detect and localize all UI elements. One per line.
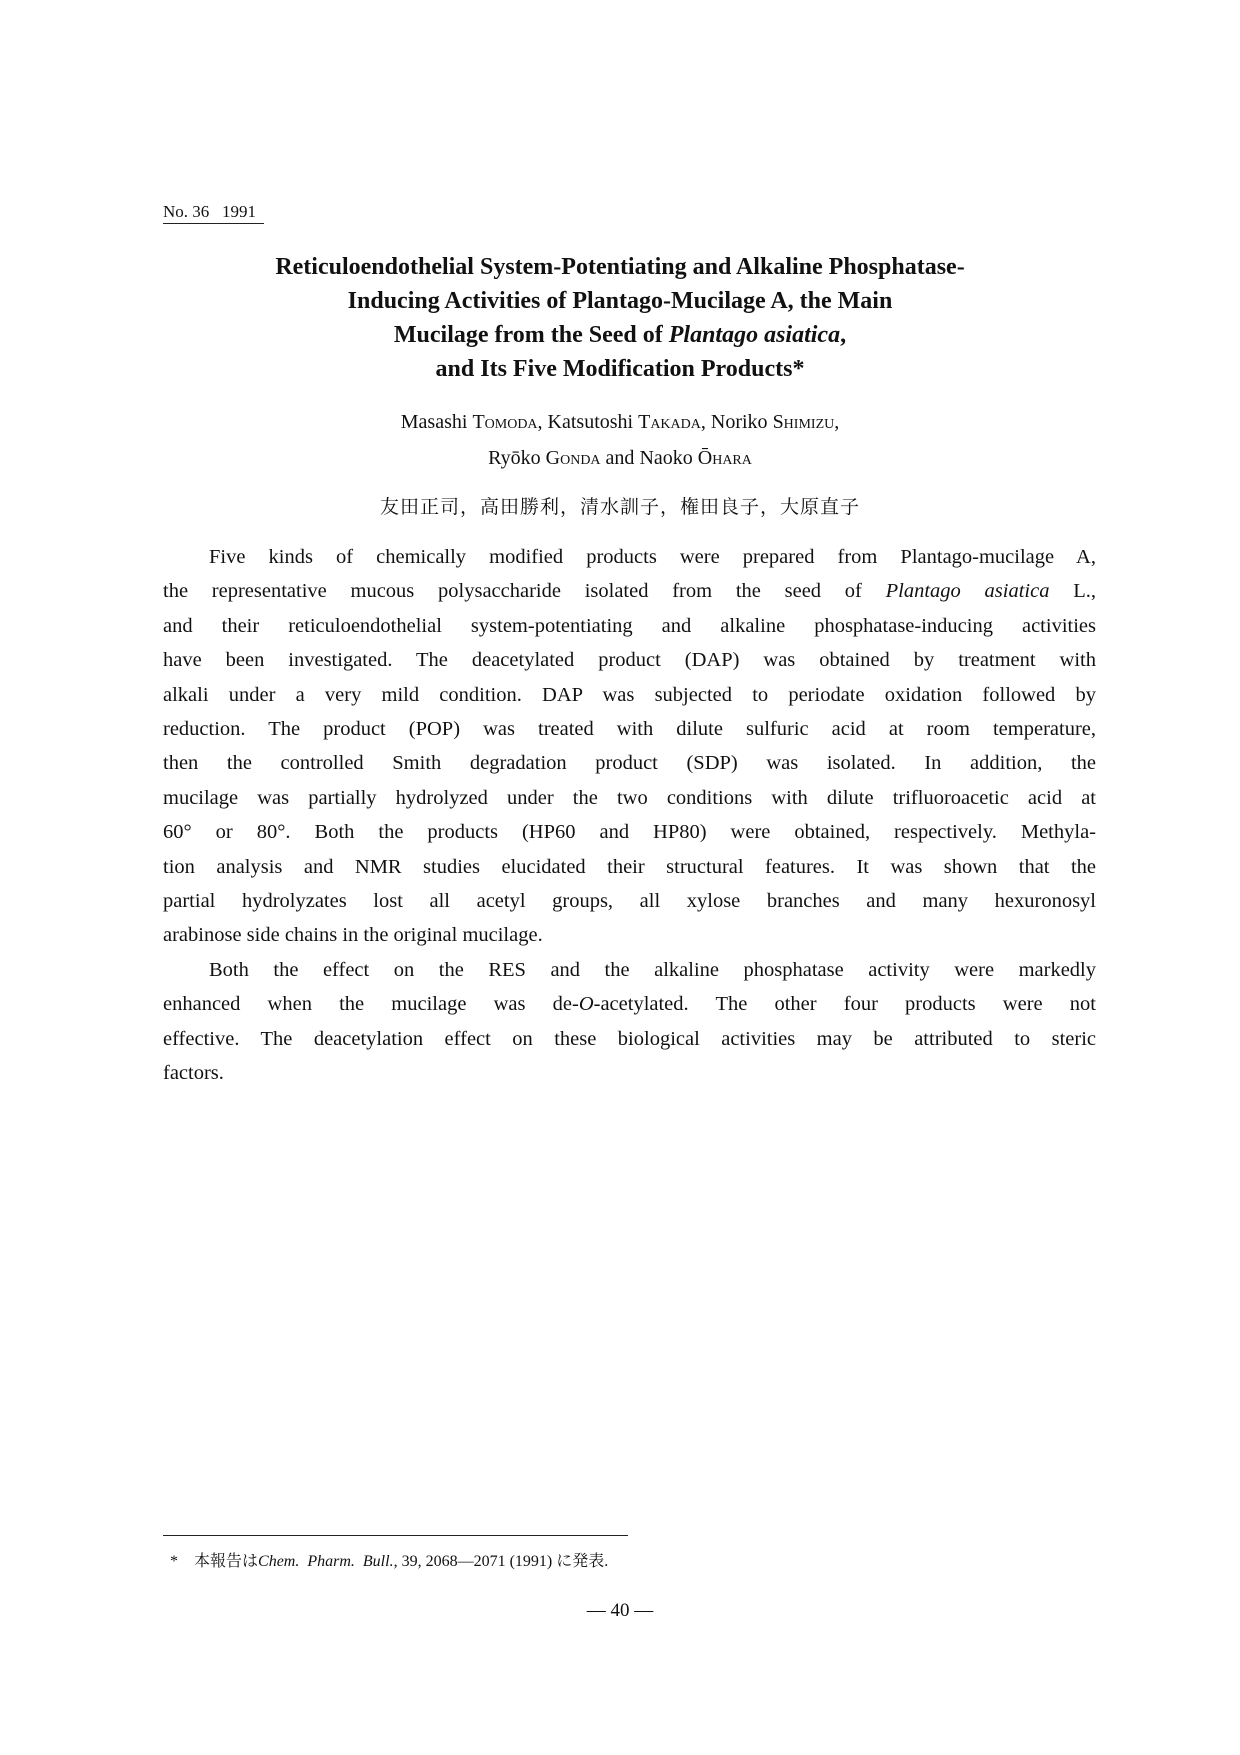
text-line: Both the effect on the RES and the alkaline phosphatase activity were markedly xyxy=(209,958,1096,981)
author-given: Noriko xyxy=(710,411,768,433)
footnote-rule xyxy=(163,1535,628,1536)
author-given: Ryōko xyxy=(488,447,541,469)
author-family: Shimizu xyxy=(772,411,835,433)
title-text: , xyxy=(840,322,847,348)
text-line: then the controlled Smith degradation product (SDP) was isolated. In addition, the xyxy=(163,752,1096,775)
author-given: Katsutoshi xyxy=(547,411,634,433)
author-family: Tomoda xyxy=(472,411,538,433)
text-line xyxy=(163,987,1096,1021)
text-line: 60° or 80°. Both the products (HP60 and HP80) were obtained, respectively. Methyla- xyxy=(163,821,1096,844)
text-line: effective. The deacetylation effect on these biological activities may be attributed to steric xyxy=(163,1027,1096,1050)
text-line: mucilage was partially hydrolyzed under the two conditions with dilute trifluoroacetic acid at xyxy=(163,786,1096,809)
text-line: factors. xyxy=(163,1062,224,1085)
author-given: Masashi xyxy=(400,411,468,433)
text-line: tion analysis and NMR studies elucidated their structural features. It was shown that the xyxy=(163,855,1096,878)
author-given: Naoko xyxy=(639,447,693,469)
title-line: Inducing Activities of Plantago-Mucilage A, the Main xyxy=(347,288,893,314)
text-line: have been investigated. The deacetylated product (DAP) was obtained by treatment with xyxy=(163,649,1096,672)
text: -acetylated. The other four products were not xyxy=(593,993,1096,1016)
author-list: Masashi Tomoda, Katsutoshi Takada, Noriko Shimizu, Ryōko Gonda and Naoko Ōhara xyxy=(400,411,840,469)
japanese-authors: 友田正司，高田勝利，清水訓子，権田良子，大原直子 xyxy=(379,496,860,518)
text-line: alkali under a very mild condition. DAP was subjected to periodate oxidation followed by xyxy=(163,683,1096,706)
paper-title xyxy=(0,250,1240,386)
footnote-mark: * xyxy=(170,1553,178,1570)
author-family: Takada xyxy=(638,411,701,433)
text-line: partial hydrolyzates lost all acetyl groups, all xylose branches and many hexuronosyl xyxy=(163,890,1096,913)
title-species: Plantago asiatica xyxy=(668,322,841,348)
footnote xyxy=(170,1548,608,1571)
title-text: Mucilage from the Seed of xyxy=(393,322,669,348)
text-line: arabinose side chains in the original mucilage. xyxy=(163,924,543,947)
author-family: Gonda xyxy=(545,447,601,469)
text: L., xyxy=(1049,580,1096,603)
abstract xyxy=(163,540,1096,1091)
text-italic: O xyxy=(578,993,594,1016)
text: the representative mucous polysaccharide isolated from the seed of xyxy=(163,580,886,603)
author-family: Ōhara xyxy=(697,447,752,469)
page-number: — 40 — xyxy=(586,1600,654,1621)
author-and: and xyxy=(605,447,635,469)
text-line: and their reticuloendothelial system-potentiating and alkaline phosphatase-inducing activities xyxy=(163,614,1096,637)
journal-name: Pharm. xyxy=(307,1553,355,1570)
footnote-citation: , 39, 2068—2071 (1991) に発表. xyxy=(393,1553,609,1570)
text-line: Five kinds of chemically modified products were prepared from Plantago-mucilage A, xyxy=(209,546,1096,568)
journal-name: Bull. xyxy=(362,1553,394,1570)
journal-name: Chem. xyxy=(258,1553,300,1570)
text: enhanced when the mucilage was de- xyxy=(163,993,579,1016)
footnote-text: 本報告は xyxy=(194,1553,259,1570)
title-line xyxy=(0,318,1240,352)
species-name: Plantago asiatica xyxy=(885,580,1050,603)
title-line: Reticuloendothelial System-Potentiating and Alkaline Phosphatase- xyxy=(275,254,965,280)
issue-year: 1991 xyxy=(222,202,257,221)
title-line: and Its Five Modification Products* xyxy=(435,356,805,382)
text-line xyxy=(163,574,1096,608)
issue-header xyxy=(163,202,264,224)
issue-number: No. 36 xyxy=(163,202,210,221)
text-line: reduction. The product (POP) was treated with dilute sulfuric acid at room temperature, xyxy=(163,718,1096,741)
